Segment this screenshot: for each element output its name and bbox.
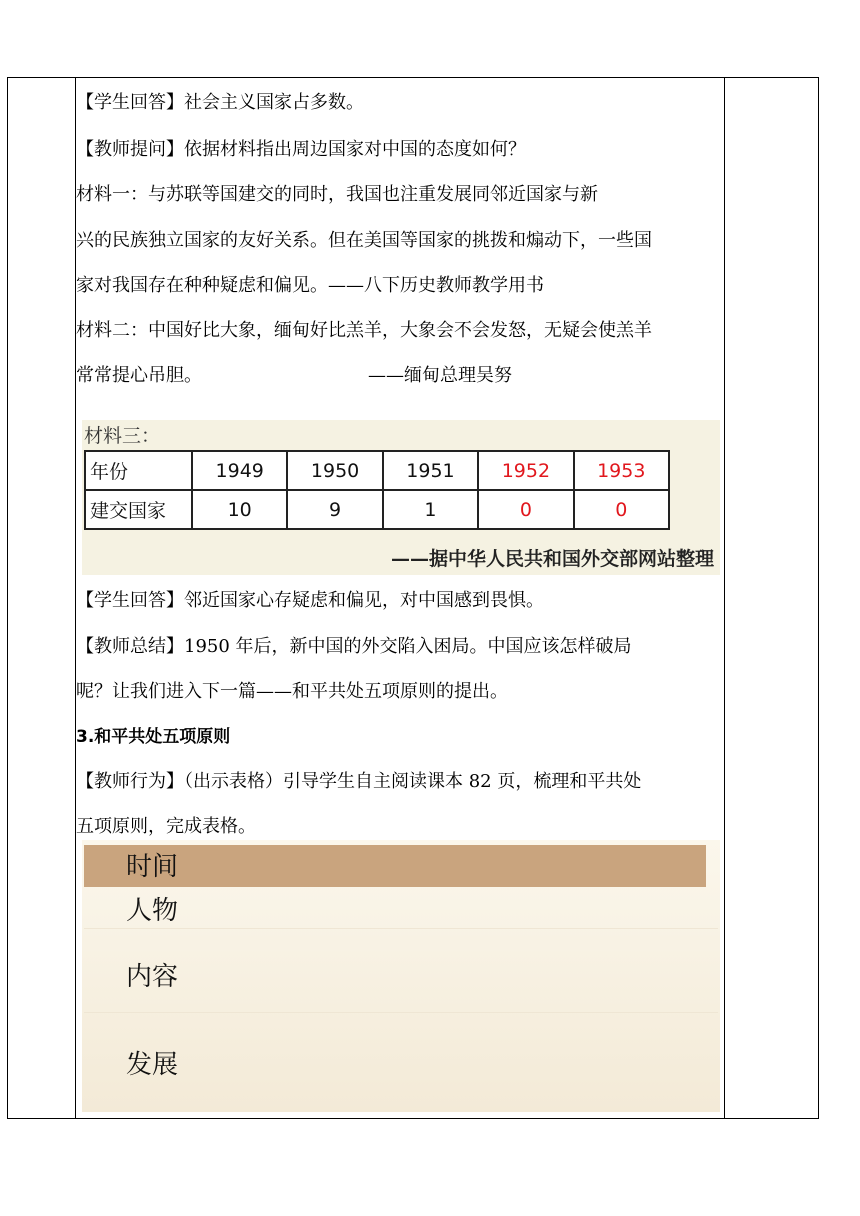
table-cell: 10 — [192, 490, 287, 529]
material-2-source: ——缅甸总理吴努 — [368, 365, 512, 386]
material-1-line-1: 材料一：与苏联等国建交的同时，我国也注重发展同邻近国家与新 — [76, 184, 598, 205]
material-1-line-3: 家对我国存在种种疑虑和偏见。——八下历史教师教学用书 — [76, 275, 544, 296]
table-cell: 1 — [383, 490, 478, 529]
row-label-person: 人物 — [126, 896, 179, 926]
teacher-summary-line-1: 【教师总结】1950 年后，新中国的外交陷入困局。中国应该怎样破局 — [76, 636, 632, 657]
row-divider — [84, 1012, 718, 1013]
row-label-content: 内容 — [126, 962, 179, 992]
table-row — [85, 451, 669, 490]
table-cell: 1952 — [478, 451, 573, 490]
table-cell: 1949 — [192, 451, 287, 490]
material-3-source: ——据中华人民共和国外交部网站整理 — [390, 548, 714, 570]
material-1-line-2: 兴的民族独立国家的友好关系。但在美国等国家的挑拨和煽动下，一些国 — [76, 230, 652, 251]
table-cell: 9 — [287, 490, 382, 529]
row-divider — [84, 928, 718, 929]
five-principles-table-image — [82, 840, 720, 1112]
material-2-line-1: 材料二：中国好比大象，缅甸好比羔羊，大象会不会发怒，无疑会使羔羊 — [76, 320, 652, 341]
table-cell: 1950 — [287, 451, 382, 490]
table-cell: 年份 — [85, 451, 192, 490]
table-cell: 0 — [574, 490, 669, 529]
table-cell: 1951 — [383, 451, 478, 490]
material-3-image — [82, 420, 720, 575]
row-label-development: 发展 — [126, 1050, 179, 1080]
teacher-question: 【教师提问】依据材料指出周边国家对中国的态度如何？ — [76, 139, 526, 160]
section-heading: 3.和平共处五项原则 — [76, 727, 231, 747]
diplomatic-relations-table — [84, 450, 670, 530]
column-divider-right — [724, 78, 725, 1118]
row-label-time: 时间 — [126, 852, 179, 882]
teacher-summary-line-2: 呢？让我们进入下一篇——和平共处五项原则的提出。 — [76, 681, 508, 702]
material-2-line-2: 常常提心吊胆。 — [76, 365, 202, 386]
material-3-label: 材料三： — [84, 425, 161, 447]
student-answer-1: 【学生回答】社会主义国家占多数。 — [76, 92, 364, 113]
table-cell: 1953 — [574, 451, 669, 490]
table-cell: 建交国家 — [85, 490, 192, 529]
teacher-action-line-2: 五项原则，完成表格。 — [76, 816, 256, 837]
table-row — [85, 490, 669, 529]
teacher-action-line-1: 【教师行为】（出示表格）引导学生自主阅读课本 82 页，梳理和平共处 — [76, 771, 642, 792]
student-answer-2: 【学生回答】邻近国家心存疑虑和偏见，对中国感到畏惧。 — [76, 590, 544, 611]
table-cell: 0 — [478, 490, 573, 529]
